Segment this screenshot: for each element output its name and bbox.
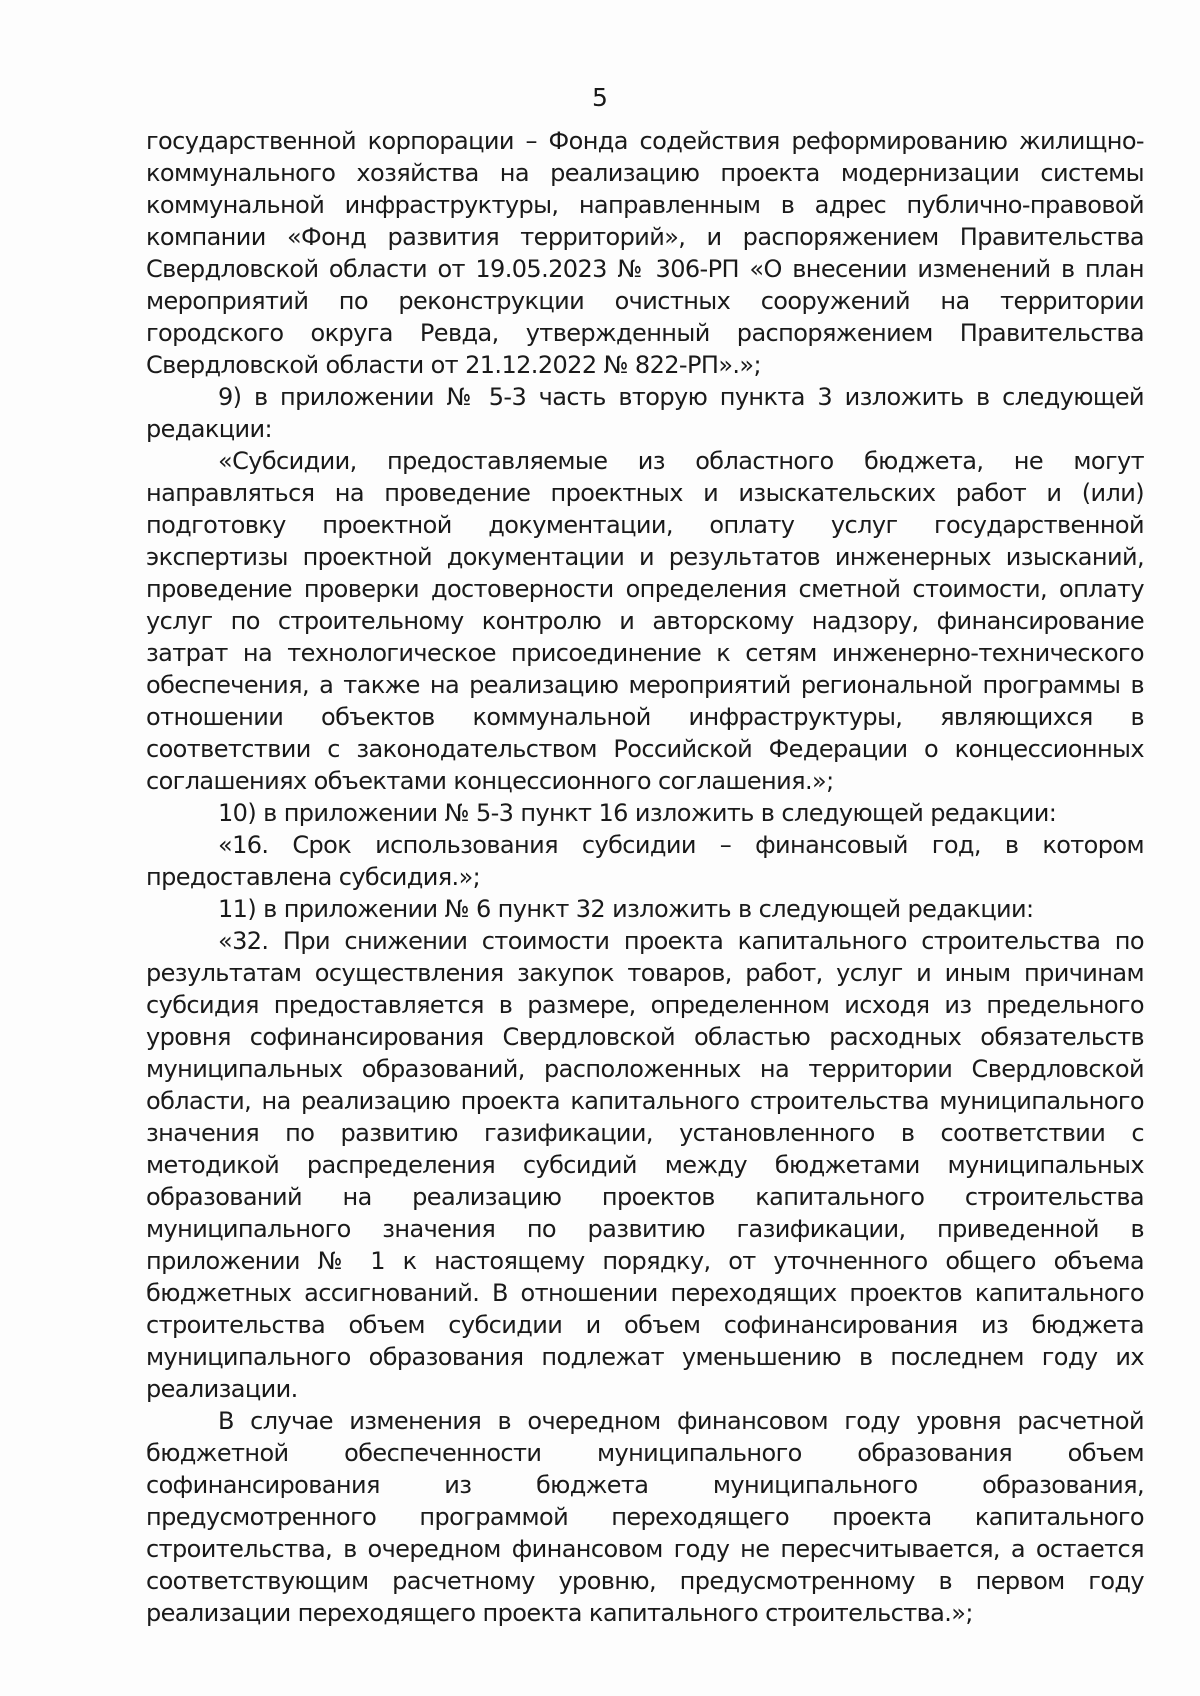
paragraph-point-32-quote: «32. При снижении стоимости проекта капитального строительства по результатам осуществления закупок товаров, работ, услуг и иным причинам субсидия предоставляется в размере, определенном исходя из предельного уровня софинансирования Свердловской областью расходных обязательств муниципальных образований, расположенных на территории Свердловской области, на реализацию проекта капитального строительства муниципального значения по развитию газификации, установленного в соответствии с методикой распределения субсидий между бюджетами муниципальных образований на реализацию проектов капитального строительства муниципального значения по развитию газификации, приведенной в приложении № 1 к настоящему порядку, от уточненного общего объема бюджетных ассигнований. В отношении переходящих проектов капитального строительства объем субсидии и объем софинансирования из бюджета муниципального образования подлежат уменьшению в последнем году их реализации.: [146, 927, 1144, 1403]
paragraph-item-9: 9) в приложении № 5-3 часть вторую пункта 3 изложить в следующей редакции:: [146, 383, 1144, 443]
paragraph-subsidy-restrictions-quote: «Субсидии, предоставляемые из областного бюджета, не могут направляться на проведение проектных и изыскательских работ и (или) подготовку проектной документации, оплату услуг государственной экспертизы проектной документации и результатов инженерных изысканий, проведение проверки достоверности определения сметной стоимости, оплату услуг по строительному контролю и авторскому надзору, финансирование затрат на технологическое присоединение к сетям инженерно-технического обеспечения, а также на реализацию мероприятий региональной программы в отношении объектов коммунальной инфраструктуры, являющихся в соответствии с законодательством Российской Федерации о концессионных соглашениях объектами концессионного соглашения.»;: [146, 447, 1144, 795]
paragraph-point-16-quote: «16. Срок использования субсидии – финансовый год, в котором предоставлена субсидия.»;: [146, 831, 1144, 891]
paragraph-budget-provision-quote: В случае изменения в очередном финансовом году уровня расчетной бюджетной обеспеченности муниципального образования объем софинансирования из бюджета муниципального образования, предусмотренного программой переходящего проекта капитального строительства, в очередном финансовом году не пересчитывается, а остается соответствующим расчетному уровню, предусмотренному в первом году реализации переходящего проекта капитального строительства.»;: [146, 1407, 1144, 1627]
paragraph-item-11: 11) в приложении № 6 пункт 32 изложить в следующей редакции:: [218, 895, 1034, 923]
paragraph-continuation: государственной корпорации – Фонда содействия реформированию жилищно-коммунального хозяйства на реализацию проекта модернизации системы коммунальной инфраструктуры, направленным в адрес публично-правовой компании «Фонд развития территорий», и распоряжением Правительства Свердловской области от 19.05.2023 № 306-РП «О внесении изменений в план мероприятий по реконструкции очистных сооружений на территории городского округа Ревда, утвержденный распоряжением Правительства Свердловской области от 21.12.2022 № 822-РП».»;: [146, 127, 1144, 379]
page-number: 5: [592, 83, 608, 112]
paragraph-item-10: 10) в приложении № 5-3 пункт 16 изложить в следующей редакции:: [218, 799, 1057, 827]
document-body: [146, 125, 1144, 1629]
